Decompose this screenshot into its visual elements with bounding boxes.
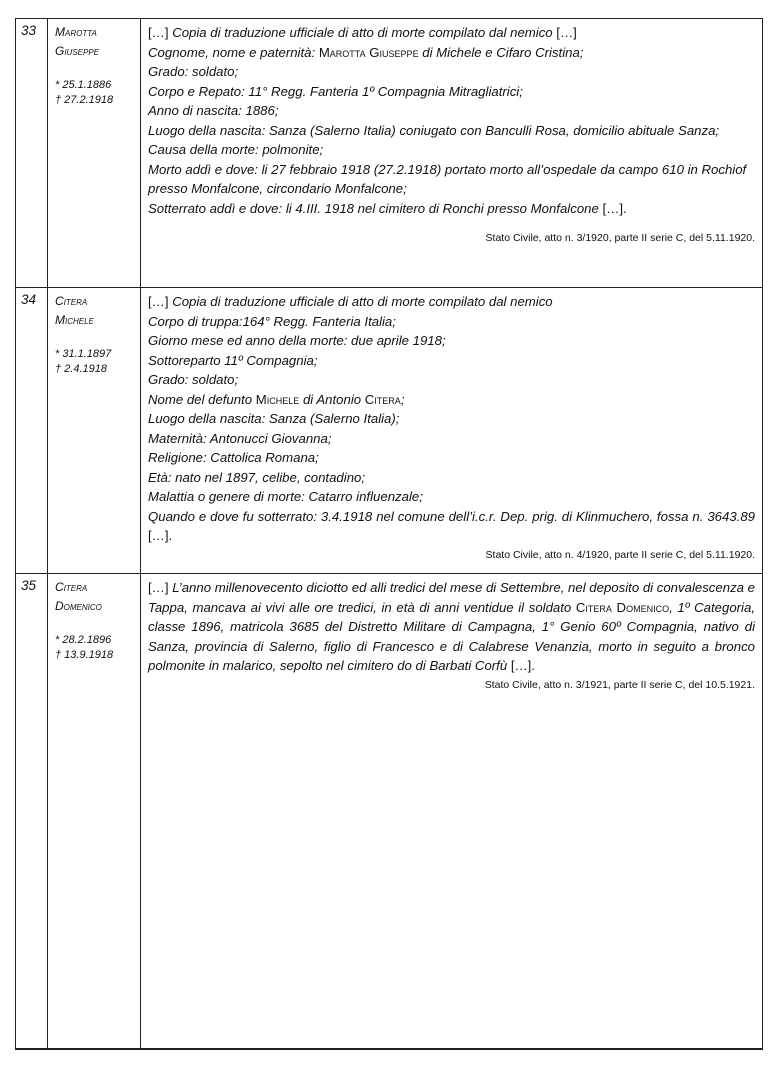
record-line: Corpo e Repato: 11° Regg. Fanteria 1º Compagnia Mitragliatrici; — [148, 83, 523, 99]
surname: Citera — [55, 294, 88, 308]
entry-number: 35 — [16, 574, 48, 1048]
record-line: Sotterrato addì e dove: li 4.III. 1918 nel cimitero di Ronchi presso Monfalcone […]. — [148, 200, 627, 216]
record-line: Luogo della nascita: Sanza (Salerno Italia); — [148, 411, 400, 426]
given-name: Michele — [55, 313, 94, 327]
table-row — [16, 574, 762, 1048]
given-name: Giuseppe — [55, 44, 100, 58]
record-text — [141, 19, 762, 287]
life-dates — [55, 633, 140, 663]
table-row — [16, 288, 762, 574]
record-line: Sottoreparto 11º Compagnia; — [148, 352, 318, 368]
record-line: Luogo della nascita: Sanza (Salerno Italia) coniugato con Banculli Rosa, domicilio abituale Sanza; — [148, 122, 720, 138]
birth-date: * 25.1.1886 — [55, 79, 112, 91]
record-line: Morto addì e dove: li 27 febbraio 1918 (27.2.1918) portato morto all’ospedale da campo 610 in Rochiof presso Monfalcone, circondario Monfalcone; — [148, 161, 747, 196]
record-line: Causa della morte: polmonite; — [148, 142, 324, 157]
life-dates — [55, 347, 140, 377]
birth-date: * 31.1.1897 — [55, 348, 112, 360]
record-line: Anno di nascita: 1886; — [148, 103, 279, 118]
death-date: † 13.9.1918 — [55, 649, 114, 661]
death-date: † 27.2.1918 — [55, 94, 114, 106]
record-line: […] Copia di traduzione ufficiale di atto di morte compilato dal nemico […] — [148, 25, 577, 40]
record-line: Grado: soldato; — [148, 64, 239, 79]
person-cell — [48, 574, 141, 1048]
death-records-table — [15, 18, 763, 1050]
birth-date: * 28.2.1896 — [55, 634, 112, 646]
table-row — [16, 19, 762, 288]
surname: Marotta — [55, 25, 97, 39]
person-cell — [48, 19, 141, 287]
record-text — [141, 574, 762, 1048]
person-cell — [48, 288, 141, 573]
record-line: Giorno mese ed anno della morte: due aprile 1918; — [148, 333, 446, 348]
record-line: Quando e dove fu sotterrato: 3.4.1918 nel comune dell’i.c.r. Dep. prig. di Klinmuchero, fossa n. 3643.89 […]. — [148, 508, 755, 543]
source-citation: Stato Civile, atto n. 4/1920, parte II serie C, del 5.11.1920. — [485, 548, 755, 561]
given-name: Domenico — [55, 599, 102, 613]
life-dates — [55, 78, 140, 108]
record-line: Malattia o genere di morte: Catarro influenzale; — [148, 489, 423, 504]
record-line: Maternità: Antonucci Giovanna; — [148, 430, 332, 446]
record-text — [141, 288, 762, 573]
record-line: […] Copia di traduzione ufficiale di atto di morte compilato dal nemico — [148, 294, 553, 309]
record-line: Corpo di truppa:164° Regg. Fanteria Italia; — [148, 313, 396, 329]
entry-number: 34 — [16, 288, 48, 573]
death-date: † 2.4.1918 — [55, 363, 107, 375]
record-line: Nome del defunto Michele di Antonio Citera; — [148, 391, 405, 407]
record-line: Età: nato nel 1897, celibe, contadino; — [148, 469, 366, 485]
record-line: Grado: soldato; — [148, 372, 239, 387]
record-line: Cognome, nome e paternità: Marotta Giuseppe di Michele e Cifaro Cristina; — [148, 44, 584, 60]
source-citation: Stato Civile, atto n. 3/1921, parte II serie C, del 10.5.1921. — [484, 678, 755, 691]
entry-number: 33 — [16, 19, 48, 287]
record-line: Religione: Cattolica Romana; — [148, 450, 319, 465]
surname: Citera — [55, 580, 88, 594]
record-paragraph: […] L’anno millenovecento diciotto ed alli tredici del mese di Settembre, nel deposito di convalescenza e Tappa, mancava ai vivi alle ore tredici, in età di anni ventidue il soldato Citera Domenico, 1º Categoria, classe 1896, matricola 3685 del Distretto Militare di Campagna, 1° Genio 60º Compagnia, nativo di Sanza, provincia di Salerno, figlio di Francesco e di Calabrese Venanzia, morto in seguito a bronco polmonite in malarico, sepolto nel cimitero do di Barbati Corfù […]. — [148, 580, 755, 673]
source-citation: Stato Civile, atto n. 3/1920, parte II serie C, del 5.11.1920. — [485, 232, 755, 244]
